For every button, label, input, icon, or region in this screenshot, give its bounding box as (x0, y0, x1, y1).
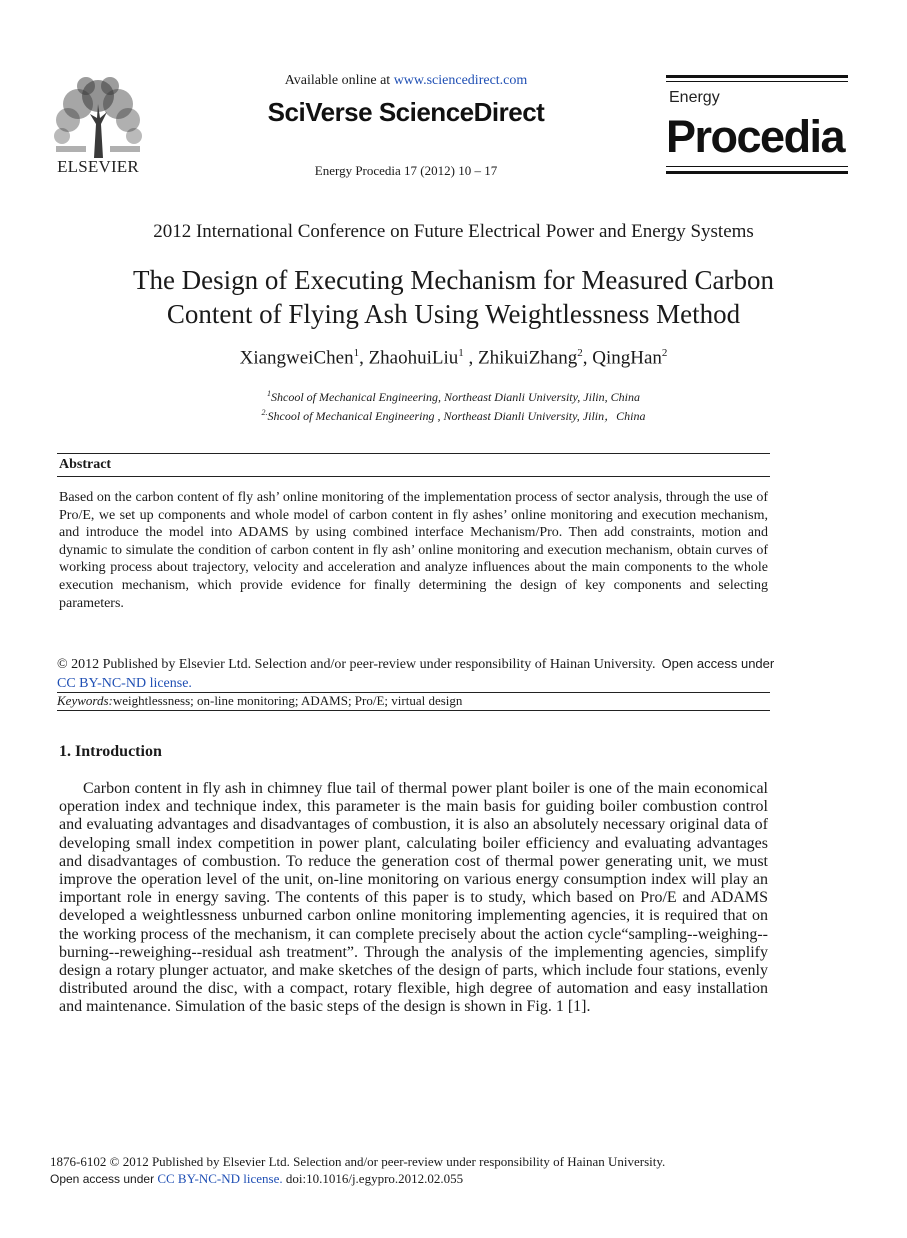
author-separator: , (359, 347, 369, 369)
author-affiliation-mark: 2 (661, 347, 668, 359)
affiliation-text: Shcool of Mechanical Engineering, Northeast Dianli University, Jilin, China (271, 390, 640, 404)
abstract-heading: Abstract (59, 457, 112, 472)
keywords-label: Keywords: (57, 693, 113, 708)
sciverse-sciencedirect-logo: SciVerse ScienceDirect (267, 97, 545, 127)
paper-title-line-1: The Design of Executing Mechanism for Measured Carbon (132, 265, 775, 295)
affiliations (40, 386, 867, 424)
section-heading-introduction: 1. Introduction (59, 743, 162, 760)
available-online-line (236, 73, 576, 89)
procedia-bottom-rule-thin (666, 166, 848, 167)
affiliation (40, 405, 867, 424)
author-separator: , (463, 347, 479, 369)
author: ZhaohuiLiu (368, 347, 459, 369)
procedia-logo-procedia: Procedia (666, 111, 845, 162)
footer-doi: doi:10.1016/j.egypro.2012.02.055 (285, 1171, 464, 1186)
available-prefix: Available online at (284, 73, 394, 88)
author: XiangweiChen (239, 347, 354, 369)
copyright-text: © 2012 Published by Elsevier Ltd. Selection and/or peer-review under responsibility of Hainan University. (57, 657, 656, 672)
keywords-bottom-rule (57, 710, 770, 711)
paper-title-line-2: Content of Flying Ash Using Weightlessness Method (166, 299, 741, 329)
footer-open-access-label: Open access under (50, 1172, 155, 1186)
procedia-logo-energy: Energy (669, 89, 720, 106)
author-affiliation-mark: 1 (458, 347, 464, 359)
elsevier-wordmark: ELSEVIER (57, 157, 139, 176)
author-separator: , (582, 347, 593, 369)
conference-name: 2012 International Conference on Future Electrical Power and Energy Systems (153, 221, 754, 242)
journal-reference: Energy Procedia 17 (2012) 10 – 17 (314, 163, 498, 178)
sciencedirect-link[interactable]: www.sciencedirect.com (393, 73, 528, 88)
abstract-heading-rule (57, 476, 770, 477)
procedia-bottom-rule-thick (666, 171, 848, 174)
affiliation-text: Shcool of Mechanical Engineering , Northeast Dianli University, Jilin，China (267, 409, 646, 423)
keywords-line (57, 693, 462, 709)
author-affiliation-mark: 2 (577, 347, 583, 359)
paper-title (40, 263, 867, 331)
footer-license-link[interactable]: CC BY-NC-ND license. (157, 1171, 283, 1186)
affiliation-mark: 2. (261, 408, 268, 417)
procedia-top-rule-thin (666, 81, 848, 82)
footer-issn-line: 1876-6102 © 2012 Published by Elsevier Ltd. Selection and/or peer-review under responsibility of Hainan University. (50, 1154, 666, 1169)
abstract-body: Based on the carbon content of fly ash’ online monitoring of the implementation process of sector analysis, through the use of Pro/E, we set up components and whole model of carbon content in fly ashes’ online monitoring and execution mechanism, and introduce the model into ADAMS by using combined interface Mechanism/Pro. Then add constraints, motion and dynamic to simulate the condition of carbon content in fly ash’ online monitoring and execution mechanism, obtain curves of working process about trajectory, velocity and acceleration and analyze influences about the main components to the whole execution mechanism, which provide evidence for finally determining the design of key components and selecting parameters. (59, 490, 768, 611)
affiliation-mark: 1 (267, 389, 272, 398)
abstract-top-rule (57, 453, 770, 454)
author-affiliation-mark: 1 (353, 347, 360, 359)
author: QingHan (592, 347, 662, 369)
author: ZhikuiZhang (478, 347, 578, 369)
open-access-label: Open access under (661, 656, 775, 671)
author-list (40, 347, 867, 369)
introduction-body: Carbon content in fly ash in chimney flue tail of thermal power plant boiler is one of the main economical operation index and technique index, this parameter is the main basis for guiding boiler combustion control and evaluating advantages and disadvantages of combustion, it is also an absolutely necessary original data of developing small index competition in power plant, calculating boiler efficiency and evaluating advantages and disadvantages of combustion. To reduce the generation cost of thermal power generating unit, we must improve the operation level of the unit, on-line monitoring on various energy consumption index will play an important role in energy saving. The contents of this paper is to study, which based on Pro/E and ADAMS developed a weightlessness unburned carbon online monitoring implementing agencies, it is required that on the working process of the mechanism, it can complete precisely about the action cycle“sampling--weighing--burning--reweighing--residual ash treatment”. Through the analysis of the implementing agencies, simplify design a rotary plunger actuator, and make sketches of the design of parts, which include four stations, evenly distributed around the disc, with a compact, rotary flexible, high degree of automation and easy installation and maintenance. Simulation of the basic steps of the design is shown in Fig. 1 [1]. (59, 780, 768, 1016)
footer-license-line (50, 1171, 463, 1187)
keywords-text: weightlessness; on-line monitoring; ADAMS; Pro/E; virtual design (112, 693, 463, 708)
procedia-top-rule-thick (666, 75, 848, 78)
affiliation (40, 386, 867, 405)
license-link[interactable]: CC BY-NC-ND license. (57, 676, 192, 691)
copyright-statement (57, 654, 787, 693)
